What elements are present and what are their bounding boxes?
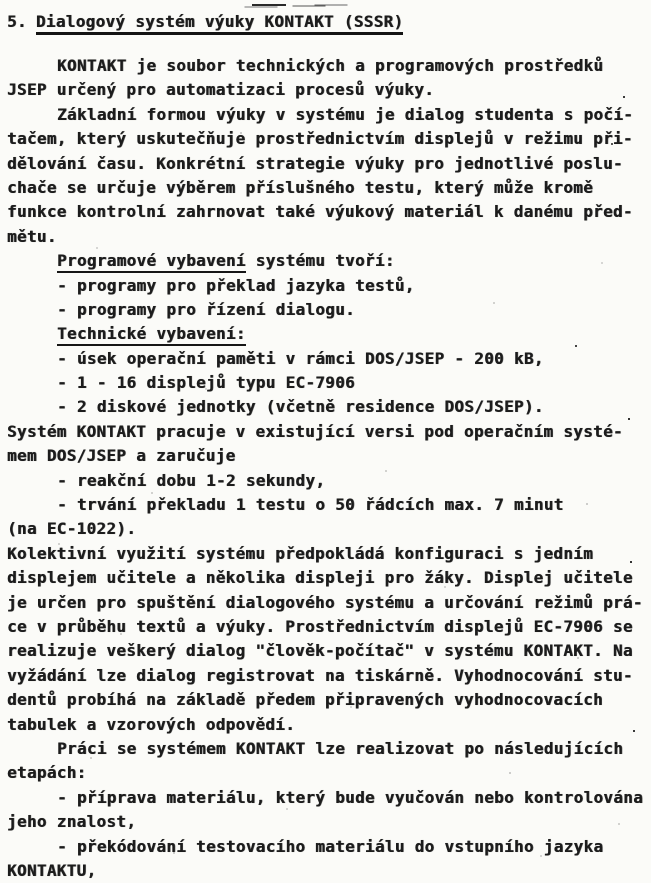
list-item: - trvání překladu 1 testu o 50 řádcích max. 7 minut xyxy=(57,495,564,515)
text-line: jeho znalost, xyxy=(7,812,137,832)
text-line-subheading xyxy=(7,322,647,346)
section-number: 5. xyxy=(7,12,27,31)
list-item: - úsek operační paměti v rámci DOS/JSEP - 200 kB, xyxy=(57,348,544,368)
text-line: Základní formou výuky v systému je dialog studenta s počí- xyxy=(57,104,634,124)
scan-speckles xyxy=(0,0,2,2)
text-line: ce v průběhu textů a výuky. Prostřednictvím displejů EC-7906 se xyxy=(7,616,633,636)
text-line: mem DOS/JSEP a zaručuje xyxy=(7,446,236,466)
list-item: - překódování testovacího materiálu do vstupního jazyka xyxy=(57,836,604,856)
text-line: Práci se systémem KONTAKT lze realizovat po následujících xyxy=(57,738,624,758)
text-line: JSEP určený pro automatizaci procesů výuky. xyxy=(7,80,435,100)
list-item: - 1 - 16 displejů typu EC-7906 xyxy=(57,373,355,393)
text-line-subheading xyxy=(7,249,647,273)
text-line: tabulek a vzorových odpovědí. xyxy=(7,714,296,734)
text-line: KONTAKT je soubor technických a programových prostředků xyxy=(57,56,604,75)
underlined-label: Programové vybavení xyxy=(57,251,246,273)
text-line: tačem, který uskutečňuje prostřednictvím displejů v režimu při- xyxy=(7,129,633,149)
scan-smudge-mark xyxy=(252,4,286,6)
text-line: vyžádání lze dialog registrovat na tiskárně. Vyhodnocování stu- xyxy=(7,665,633,685)
list-item: - 2 diskové jednotky (včetně residence DOS/JSEP). xyxy=(57,397,544,417)
text-line: dělování času. Konkrétní strategie výuky pro jednotlivé poslu- xyxy=(7,153,623,173)
section-title: Dialogový systém výuky KONTAKT (SSSR) xyxy=(36,12,404,35)
list-item: - reakční dobu 1-2 sekundy, xyxy=(57,470,326,490)
text-line: etapách: xyxy=(7,763,87,783)
text-line: mětu. xyxy=(7,226,57,246)
section-heading xyxy=(7,9,647,35)
list-item: - programy pro řízení dialogu. xyxy=(57,299,355,319)
text-line: je určen pro spuštění dialogového systému a určování režimů prá- xyxy=(7,592,643,612)
text-line: realizuje veškerý dialog "člověk-počítač" v systému KONTAKT. Na xyxy=(7,641,633,661)
text-line: funkce kontrolní zahrnovat také výukový materiál k danému před- xyxy=(7,202,633,222)
list-item: - programy pro překlad jazyka testů, xyxy=(57,275,415,295)
text-line: Kolektivní využití systému předpokládá konfiguraci s jedním xyxy=(7,543,594,563)
underlined-label: Technické vybavení: xyxy=(57,324,246,346)
text-line: displejem učitele a několika displeji pro žáky. Displej učitele xyxy=(7,568,633,588)
text-line: Systém KONTAKT pracuje v existující versi pod operačním systé- xyxy=(7,421,623,441)
list-item: - příprava materiálu, který bude vyučován nebo kontrolována xyxy=(57,787,644,807)
text-line: dentů probíhá na základě předem připravených vyhodnocovacích xyxy=(7,690,603,710)
text-line: KONTAKTU, xyxy=(7,860,97,880)
subheading-rest: systému tvoří: xyxy=(245,251,395,271)
text-line: chače se určuje výběrem příslušného testu, který může kromě xyxy=(7,177,594,197)
text-line: (na EC-1022). xyxy=(7,519,137,539)
